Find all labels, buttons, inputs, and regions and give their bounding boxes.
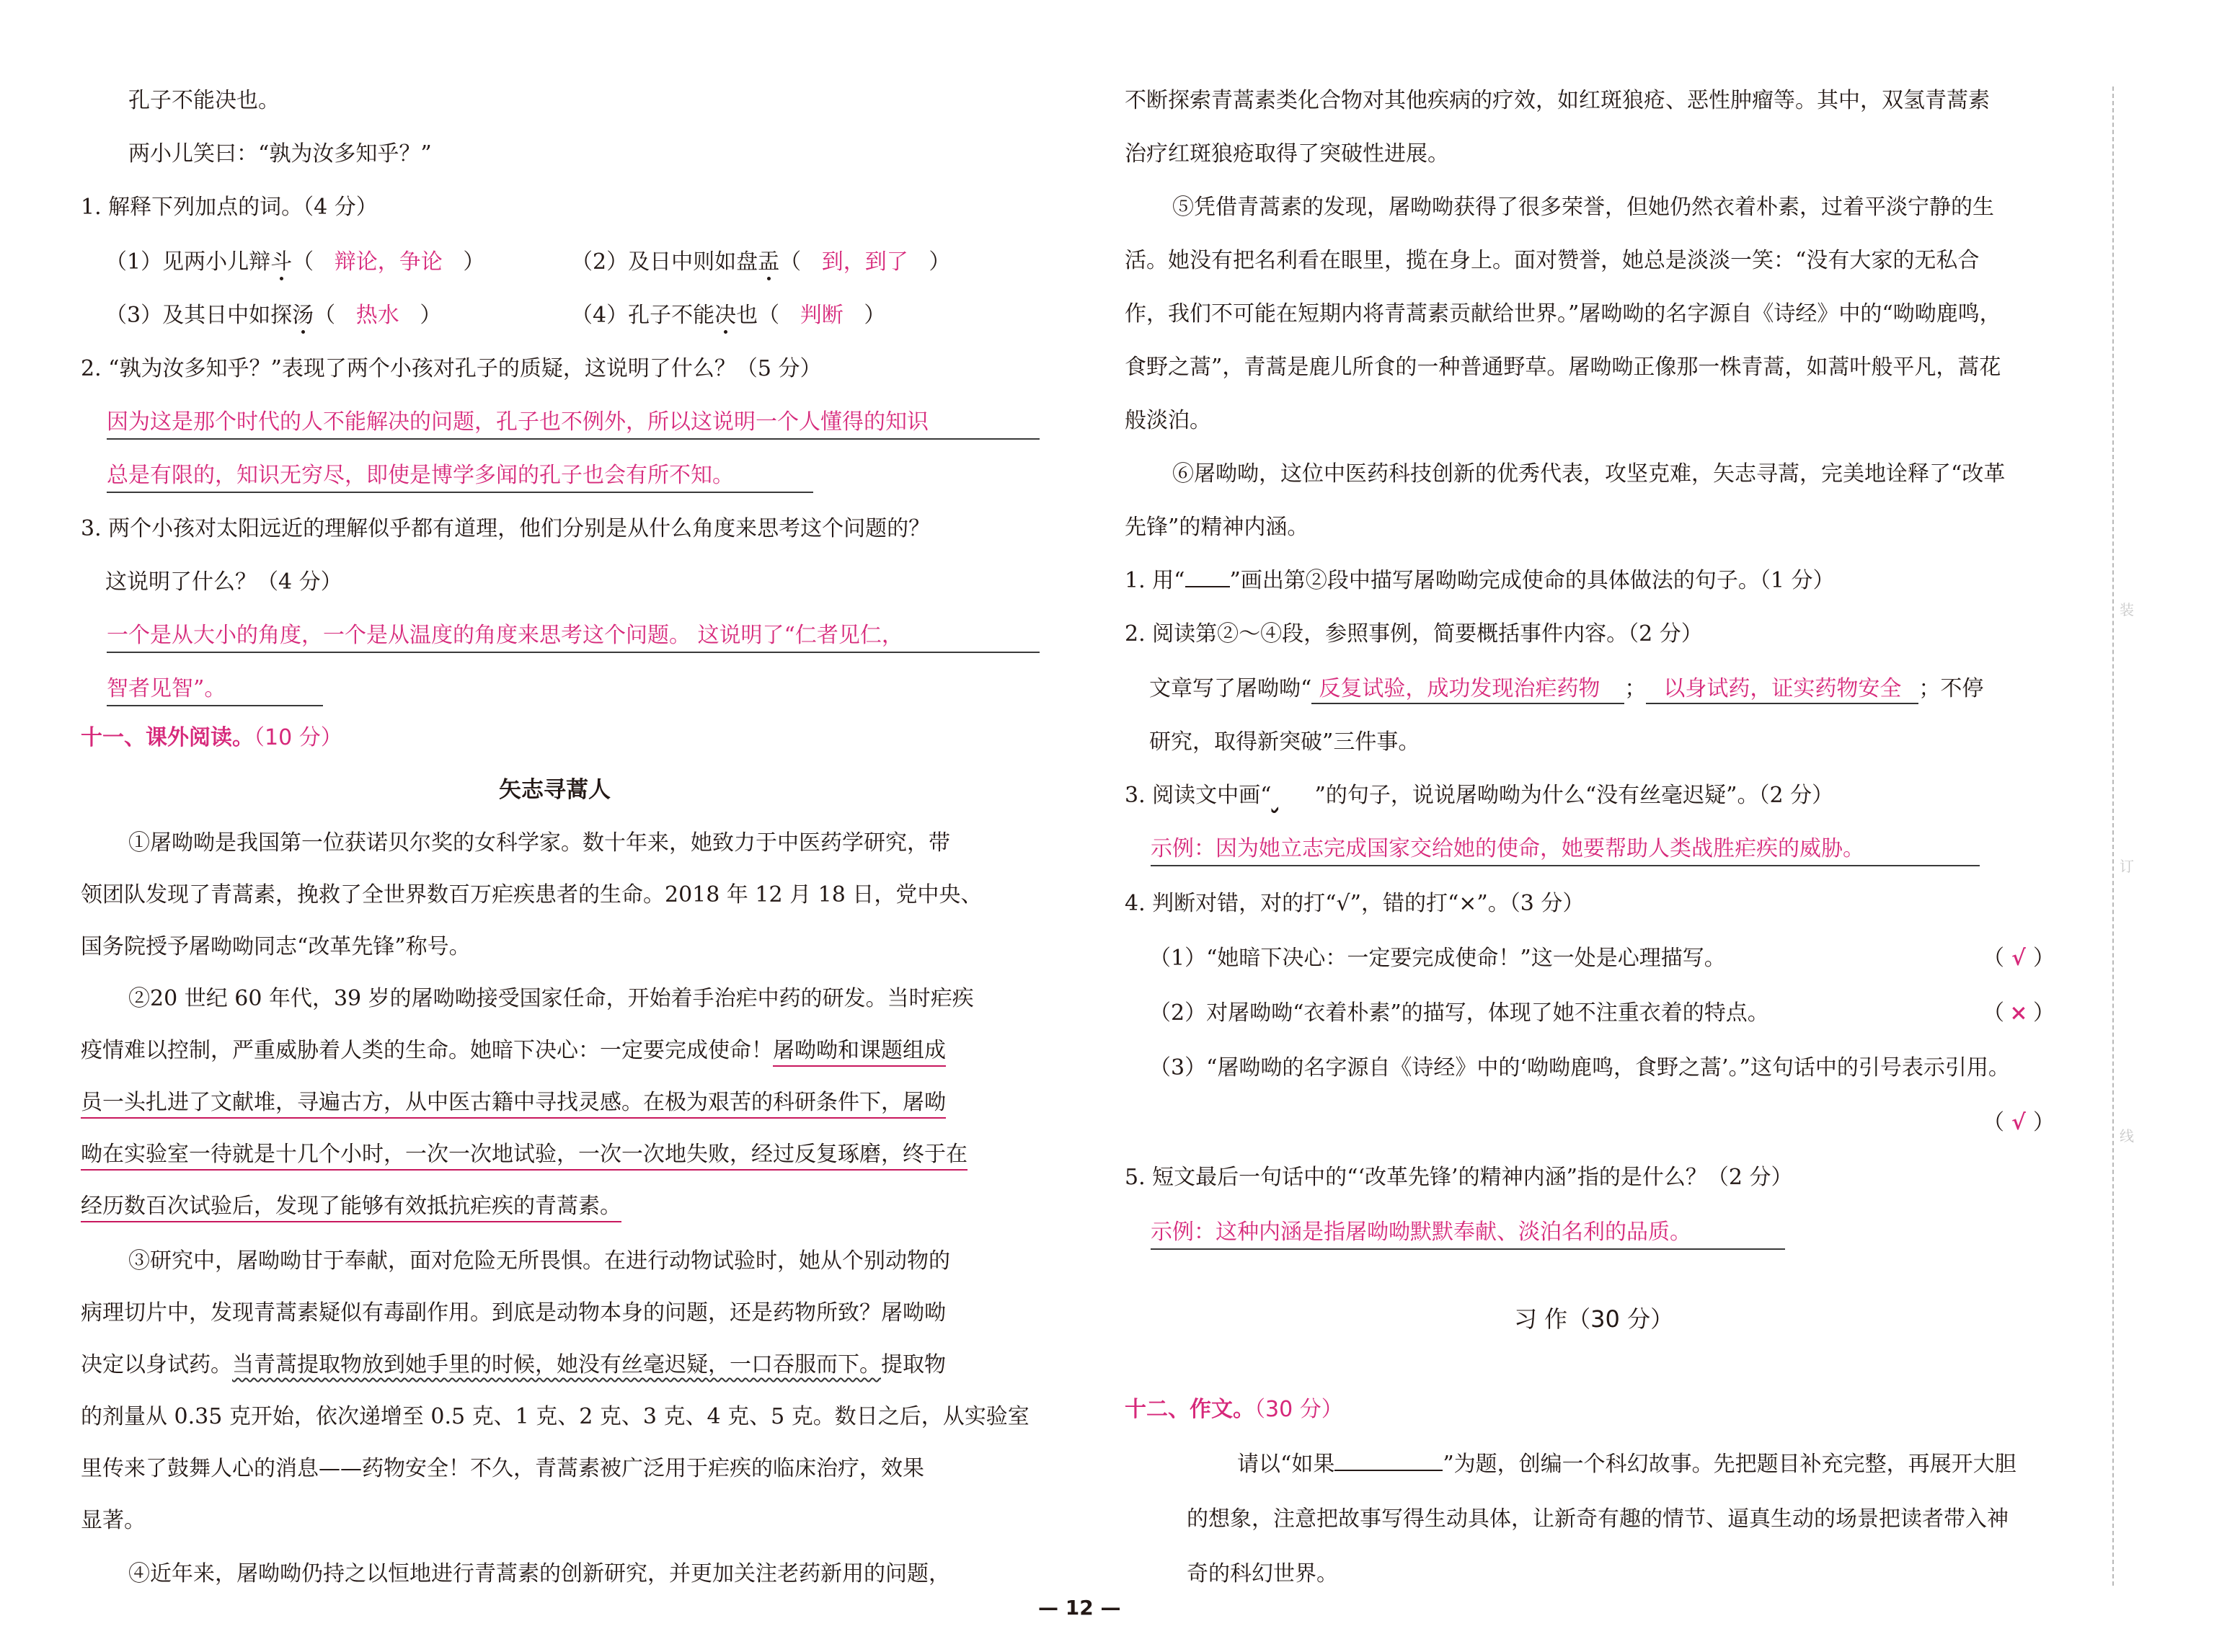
text-line: 两小儿笑曰：“孰为汝多知乎？” [128, 141, 432, 166]
answer-line: 因为这是那个时代的人不能解决的问题，孔子也不例外，所以这说明一个人懂得的知识 [107, 408, 1040, 440]
paragraph-line: ①屠呦呦是我国第一位获诺贝尔奖的女科学家。数十年来，她致力于中医药学研究，带 [128, 830, 950, 856]
paragraph-line: 疫情难以控制，严重威胁着人类的生命。她暗下决心：一定要完成使命！屠呦呦和课题组成 [81, 1036, 946, 1065]
question-2-prompt: 2. 阅读第②～④段，参照事例，简要概括事件内容。（2 分） [1125, 621, 1703, 647]
question-3-prompt: 3. 阅读文中画“ ”的句子，说说屠呦呦为什么“没有丝毫迟疑”。（2 分） [1125, 781, 1833, 810]
wavy-sample [1272, 781, 1315, 810]
paragraph-line: 领团队发现了青蒿素，挽救了全世界数百万疟疾患者的生命。2018 年 12 月 18 日，党中央、 [81, 882, 983, 907]
paragraph-line: 呦在实验室一待就是十几个小时，一次一次地试验，一次一次地失败，经过反复琢磨，终于在 [81, 1140, 968, 1169]
paragraph-line: 员一头扎进了文献堆，寻遍古方，从中医古籍中寻找灵感。在极为艰苦的科研条件下，屠呦 [81, 1088, 946, 1117]
paragraph-line: 国务院授予屠呦呦同志“改革先锋”称号。 [81, 934, 471, 959]
paragraph-line: 里传来了鼓舞人心的消息——药物安全！不久，青蒿素被广泛用于疟疾的临床治疗，效果 [81, 1456, 924, 1481]
question-3-prompt: 这说明了什么？（4 分） [105, 569, 342, 595]
question-3-prompt: 3. 两个小孩对太阳远近的理解似乎都有道理，他们分别是从什么角度来思考这个问题的？ [81, 516, 931, 541]
question-1-prompt: 1. 用“ ”画出第②段中描写屠呦呦完成使命的具体做法的句子。（1 分） [1125, 568, 1835, 593]
answer-line: 一个是从大小的角度，一个是从温度的角度来思考这个问题。 这说明了“仁者见仁， [107, 621, 1040, 653]
margin-char: 线 [2120, 1127, 2134, 1145]
paragraph-line: 决定以身试药。当青蒿提取物放到她手里的时候，她没有丝毫迟疑，一口吞服而下。提取物 [81, 1352, 946, 1377]
paragraph-line: ⑥屠呦呦，这位中医药科技创新的优秀代表，攻坚克难，矢志寻蒿，完美地诠释了“改革 [1172, 461, 2006, 487]
paragraph-line: 食野之蒿”，青蒿是鹿儿所食的一种普通野草。屠呦呦正像那一株青蒿，如蒿叶般平凡，蒿花 [1125, 355, 2001, 380]
q4-item: （3）“屠呦呦的名字源自《诗经》中的‘呦呦鹿鸣，食野之蒿’。”这句话中的引号表示引用。 [1149, 1055, 2010, 1080]
question-4-prompt: 4. 判断对错，对的打“√”，错的打“×”。（3 分） [1125, 891, 1585, 916]
q2-answer-line: 文章写了屠呦呦“ 反复试验，成功发现治疟药物 ； 以身试药，证实药物安全 ；不停 [1149, 675, 1983, 703]
q4-mark: （ √ ） [1983, 946, 2055, 971]
title-blank [1334, 1470, 1443, 1471]
paragraph-line: 活。她没有把名利看在眼里，揽在身上。面对赞誉，她总是淡淡一笑：“没有大家的无私合 [1125, 248, 1980, 273]
answer: 反复试验，成功发现治疟药物 [1311, 676, 1624, 704]
answer: 热水 [355, 303, 399, 328]
underline-sample [1185, 586, 1230, 587]
paragraph-line: ⑤凭借青蒿素的发现，屠呦呦获得了很多荣誉，但她仍然衣着朴素，过着平淡宁静的生 [1172, 195, 1994, 220]
answer: 判断 [800, 303, 844, 328]
paragraph-line: 先锋”的精神内涵。 [1125, 515, 1309, 540]
q4-mark: （ √ ） [1983, 1110, 2055, 1135]
question-5-prompt: 5. 短文最后一句话中的“‘改革先锋’的精神内涵”指的是什么？（2 分） [1125, 1165, 1793, 1190]
section-heading: 十二、作文。（30 分） [1125, 1397, 1343, 1422]
question-1-prompt: 1. 解释下列加点的词。（4 分） [81, 195, 378, 220]
paragraph-line: ③研究中，屠呦呦甘于奉献，面对危险无所畏惧。在进行动物试验时，她从个别动物的 [128, 1248, 950, 1274]
paragraph-line: 经历数百次试验后，发现了能够有效抵抗疟疾的青蒿素。 [81, 1192, 621, 1221]
answer: 辩论，争论 [334, 249, 443, 275]
section-heading: 十一、课外阅读。（10 分） [81, 725, 342, 750]
q1-item-2: （2）及日中则如盘盂（ 到，到了 ） [571, 249, 951, 275]
q4-item: （1）“她暗下决心：一定要完成使命！”这一处是心理描写。 [1149, 946, 1726, 971]
writing-prompt-line: 请以“如果 ”为题，创编一个科幻故事。先把题目补充完整，再展开大胆 [1237, 1452, 2016, 1477]
answer-line: 智者见智”。 [107, 675, 323, 706]
page-number: — 12 — [1038, 1596, 1121, 1620]
q1-item-4: （4）孔子不能决也（ 判断 ） [571, 303, 886, 328]
answer-line: 示例：这种内涵是指屠呦呦默默奉献、淡泊名利的品质。 [1151, 1218, 1785, 1250]
writing-section-title: 习 作（30 分） [1514, 1305, 1674, 1333]
paragraph-line: 显著。 [81, 1508, 146, 1533]
answer-line: 示例：因为她立志完成国家交给她的使命，她要帮助人类战胜疟疾的威胁。 [1151, 835, 1980, 866]
q4-mark: （ × ） [1983, 1000, 2055, 1026]
paragraph-line: 的剂量从 0.35 克开始，依次递增至 0.5 克、1 克、2 克、3 克、4 克、5 克。数日之后，从实验室 [81, 1404, 1030, 1429]
q4-item: （2）对屠呦呦“衣着朴素”的描写，体现了她不注重衣着的特点。 [1149, 1000, 1769, 1026]
answer: 以身试药，证实药物安全 [1646, 676, 1918, 704]
paragraph-line: 治疗红斑狼疮取得了突破性进展。 [1125, 141, 1449, 166]
q1-item-1: （1）见两小儿辩斗（ 辩论，争论 ） [105, 249, 485, 275]
writing-prompt-line: 的想象，注意把故事写得生动具体，让新奇有趣的情节、逼真生动的场景把读者带入神 [1187, 1506, 2009, 1532]
paragraph-line: ④近年来，屠呦呦仍持之以恒地进行青蒿素的创新研究，并更加关注老药新用的问题， [128, 1561, 950, 1586]
binding-cut-line [2112, 86, 2114, 1586]
writing-prompt-line: 奇的科幻世界。 [1187, 1561, 1338, 1586]
paragraph-line: 研究，取得新突破”三件事。 [1149, 729, 1420, 755]
answer-line: 总是有限的，知识无穷尽，即使是博学多闻的孔子也会有所不知。 [107, 461, 813, 493]
answer: 到，到了 [821, 249, 908, 275]
article-title: 矢志寻蒿人 [499, 777, 611, 803]
paragraph-line: 病理切片中，发现青蒿素疑似有毒副作用。到底是动物本身的问题，还是药物所致？屠呦呦 [81, 1300, 946, 1325]
question-2-prompt: 2. “孰为汝多知乎？”表现了两个小孩对孔子的质疑，这说明了什么？（5 分） [81, 356, 822, 381]
q1-item-3: （3）及其日中如探汤（ 热水 ） [105, 303, 442, 328]
paragraph-line: 般淡泊。 [1125, 408, 1211, 433]
paragraph-line: 不断探索青蒿素类化合物对其他疾病的疗效，如红斑狼疮、恶性肿瘤等。其中，双氢青蒿素 [1125, 88, 1990, 113]
margin-char: 订 [2120, 858, 2134, 875]
margin-char: 装 [2120, 601, 2134, 618]
text-line: 孔子不能决也。 [128, 88, 280, 113]
wavy-underlined-sentence: 当青蒿提取物放到她手里的时候，她没有丝毫迟疑，一口吞服而下。 [232, 1352, 881, 1377]
paragraph-line: ②20 世纪 60 年代，39 岁的屠呦呦接受国家任命，开始着手治疟中药的研发。当时疟疾 [128, 986, 974, 1011]
paragraph-line: 作，我们不可能在短期内将青蒿素贡献给世界。”屠呦呦的名字源自《诗经》中的“呦呦鹿鸣， [1125, 301, 2001, 327]
underlined-sentence: 屠呦呦和课题组成 [773, 1038, 946, 1067]
